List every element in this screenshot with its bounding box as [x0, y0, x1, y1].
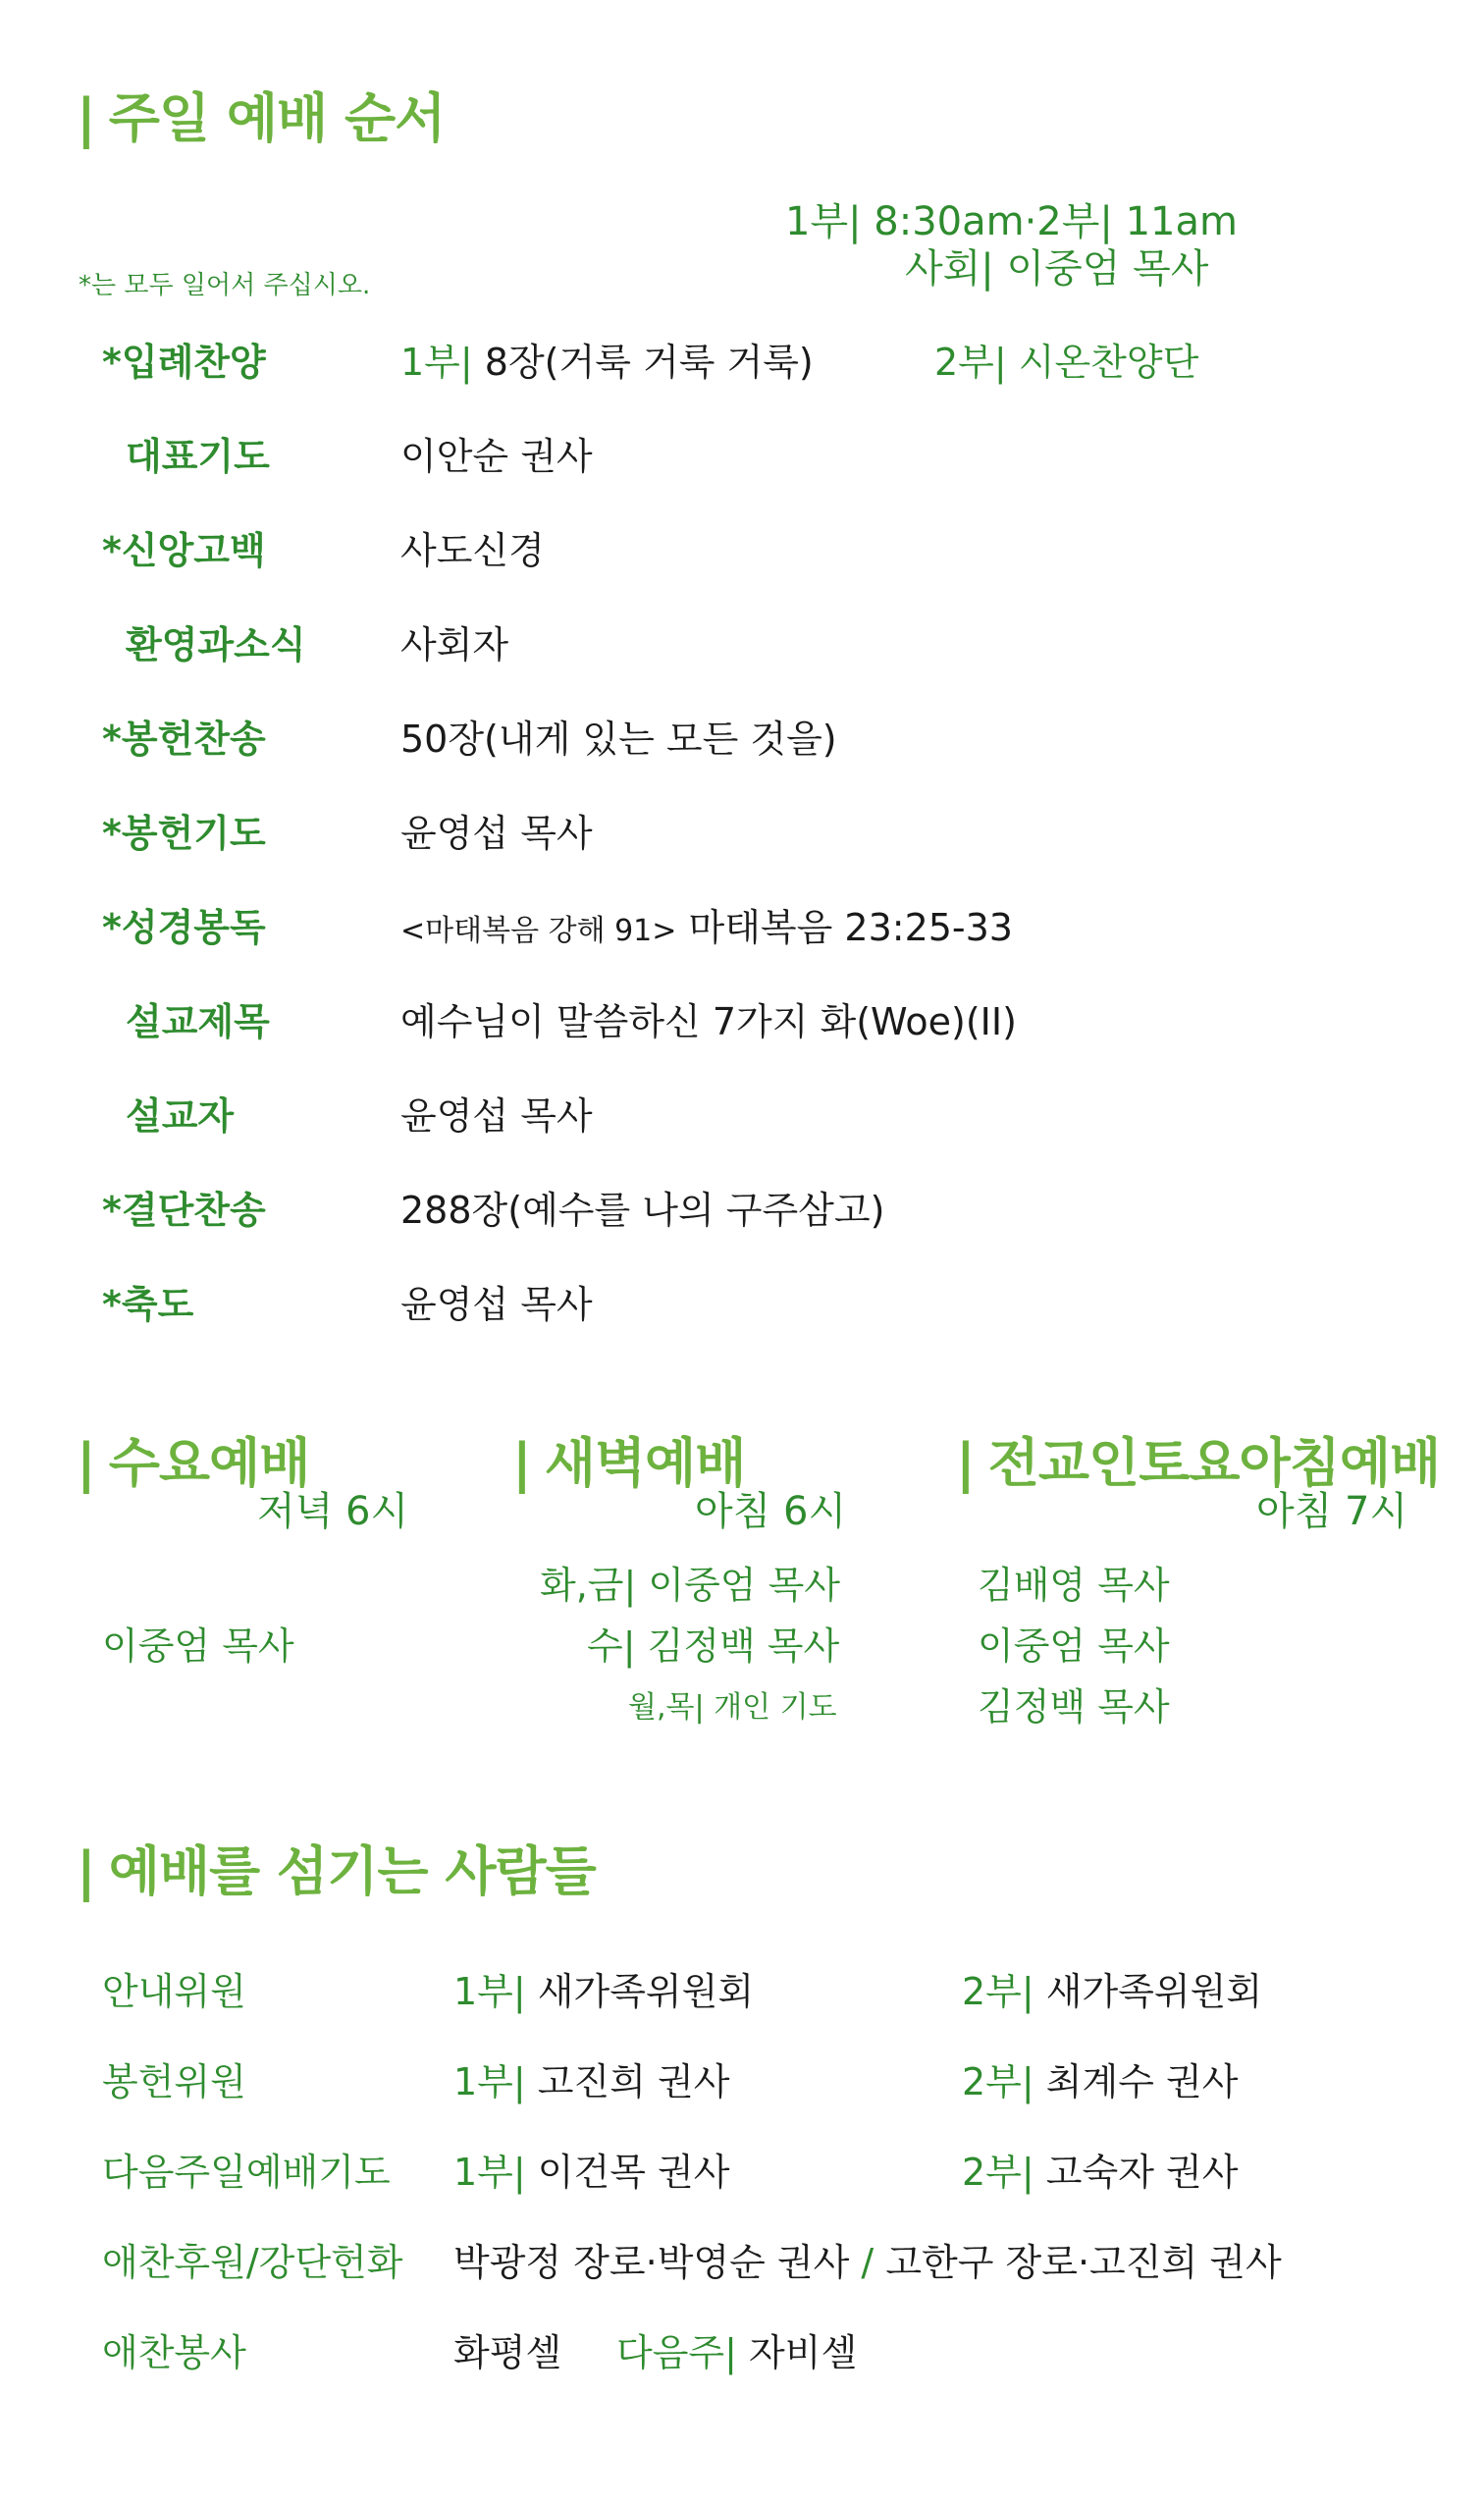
server-value-1: 화평셀: [453, 2331, 562, 2374]
order-label: 대표기도: [126, 435, 270, 478]
sat-leader-2: 이중엄 목사: [978, 1624, 1170, 1668]
title-bar-icon: |: [956, 1432, 975, 1494]
sat-leader-1: 김배영 목사: [978, 1564, 1170, 1607]
server-value-1: 1부| 새가족위원회: [453, 1970, 755, 2013]
servers-title: | 예배를 섬기는 사람들: [77, 1840, 596, 1902]
order-value: 288장(예수를 나의 구주삼고): [400, 1189, 885, 1232]
server-value-2: 2부| 최계수 권사: [962, 2060, 1239, 2103]
order-value: 예수님이 말씀하신 7가지 화(Woe)(II): [400, 1000, 1017, 1043]
order-label: *결단찬송: [102, 1189, 266, 1232]
order-label: *입례찬양: [102, 341, 266, 384]
order-leader: 사회| 이중엄 목사: [905, 246, 1209, 292]
dawn-leader-1: 화,금| 이중엄 목사: [540, 1564, 840, 1607]
order-label: 설교제목: [126, 1000, 270, 1043]
order-value: 사도신경: [400, 529, 545, 572]
order-value: 사회자: [400, 623, 509, 666]
server-value-1: 1부| 고진희 권사: [453, 2060, 730, 2103]
order-label: *성경봉독: [102, 906, 266, 949]
order-label: *축도: [102, 1283, 194, 1326]
sat-leader-3: 김정백 목사: [978, 1685, 1170, 1729]
server-label: 다음주일예배기도: [102, 2151, 391, 2194]
server-value-1: 박광정 장로·박영순 권사 / 고한구 장로·고진희 권사: [453, 2241, 1282, 2284]
title-bar-icon: |: [77, 87, 95, 149]
sat-title: | 전교인토요아침예배: [956, 1432, 1441, 1494]
dawn-title: | 새벽예배: [512, 1432, 746, 1494]
server-label: 봉헌위원: [102, 2060, 246, 2103]
server-label: 애찬봉사: [102, 2331, 246, 2374]
order-value: 이안순 권사: [400, 435, 593, 478]
server-value-2: 다음주| 자비셀: [616, 2331, 858, 2374]
order-label: *신앙고백: [102, 529, 266, 572]
order-schedule: 1부| 8:30am·2부| 11am: [785, 199, 1238, 244]
server-value-1: 1부| 이건목 권사: [453, 2151, 730, 2194]
order-label: 환영과소식: [126, 623, 306, 666]
order-value: <마태복음 강해 91> 마태복음 23:25-33: [400, 906, 1013, 949]
dawn-leader-2: 수| 김정백 목사: [587, 1624, 840, 1668]
order-label: 설교자: [126, 1094, 235, 1138]
order-label: *봉헌기도: [102, 812, 266, 855]
order-value: 윤영섭 목사: [400, 812, 593, 855]
order-extra: 2부| 시온찬양단: [934, 341, 1199, 384]
title-bar-icon: |: [512, 1432, 531, 1494]
standing-note: *는 모두 일어서 주십시오.: [79, 271, 371, 300]
server-label: 애찬후원/강단헌화: [102, 2241, 403, 2284]
order-title: | 주일 예배 순서: [77, 87, 446, 149]
server-label: 안내위원: [102, 1970, 246, 2013]
order-value: 윤영섭 목사: [400, 1094, 593, 1138]
title-bar-icon: |: [77, 1840, 95, 1902]
wed-time: 저녁 6시: [257, 1489, 409, 1534]
wed-leader: 이중엄 목사: [102, 1624, 294, 1668]
wed-title: | 수요예배: [77, 1432, 310, 1494]
order-value: 1부| 8장(거룩 거룩 거룩): [400, 341, 814, 384]
server-value-2: 2부| 새가족위원회: [962, 1970, 1263, 2013]
dawn-time: 아침 6시: [695, 1489, 847, 1534]
title-bar-icon: |: [77, 1432, 95, 1494]
order-value: 윤영섭 목사: [400, 1283, 593, 1326]
dawn-note: 월,목| 개인 기도: [628, 1690, 837, 1725]
order-label: *봉헌찬송: [102, 718, 266, 761]
server-value-2: 2부| 고숙자 권사: [962, 2151, 1239, 2194]
sat-time: 아침 7시: [1256, 1489, 1408, 1534]
order-value: 50장(내게 있는 모든 것을): [400, 718, 837, 761]
